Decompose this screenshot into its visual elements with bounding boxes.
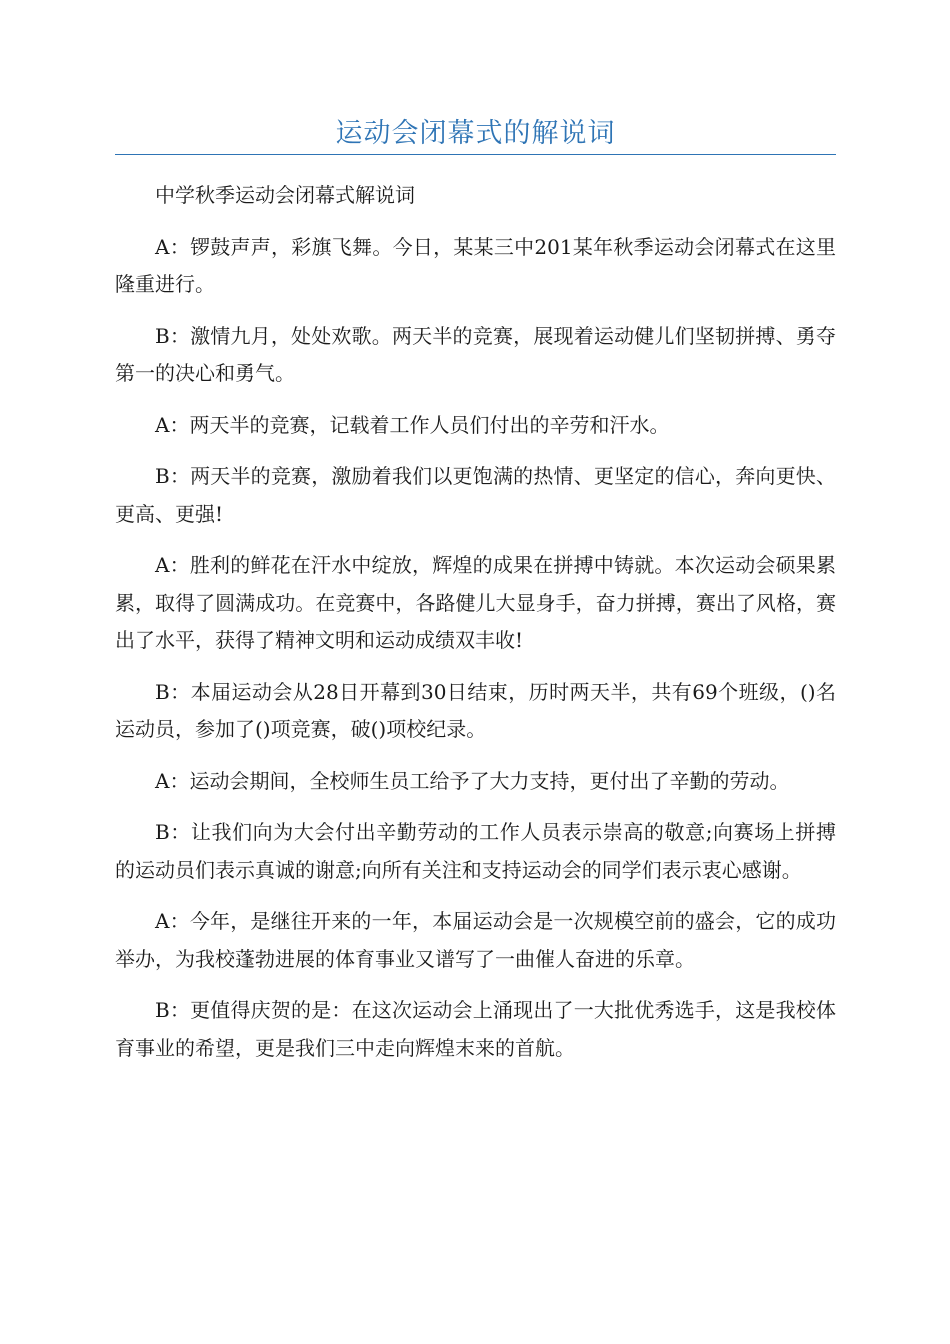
- paragraph: A：今年，是继往开来的一年，本届运动会是一次规模空前的盛会，它的成功举办，为我校蓬勃进展的体育事业又谱写了一曲催人奋进的乐章。: [115, 909, 836, 971]
- document-body: [115, 177, 836, 1067]
- paragraph: A：胜利的鲜花在汗水中绽放，辉煌的成果在拼搏中铸就。本次运动会硕果累累，取得了圆满成功。在竞赛中，各路健儿大显身手，奋力拼搏，赛出了风格，赛出了水平，获得了精神文明和运动成绩双丰收!: [115, 553, 836, 652]
- paragraph: B：本届运动会从28日开幕到30日结束，历时两天半，共有69个班级，()名运动员，参加了()项竞赛，破()项校纪录。: [115, 679, 836, 741]
- paragraph: B：更值得庆贺的是：在这次运动会上涌现出了一大批优秀选手，这是我校体育事业的希望，更是我们三中走向辉煌末来的首航。: [115, 998, 836, 1060]
- document-title: 运动会闭幕式的解说词: [335, 118, 616, 149]
- subtitle-paragraph: 中学秋季运动会闭幕式解说词: [155, 183, 415, 207]
- paragraph: B：让我们向为大会付出辛勤劳动的工作人员表示崇高的敬意;向赛场上拼搏的运动员们表示真诚的谢意;向所有关注和支持运动会的同学们表示衷心感谢。: [115, 820, 836, 882]
- paragraph: A：锣鼓声声，彩旗飞舞。今日，某某三中201某年秋季运动会闭幕式在这里隆重进行。: [115, 234, 836, 296]
- title-underline: [115, 154, 836, 155]
- paragraph: A：两天半的竞赛，记载着工作人员们付出的辛劳和汗水。: [155, 412, 670, 437]
- paragraph: B：两天半的竞赛，激励着我们以更饱满的热情、更坚定的信心，奔向更快、更高、更强!: [115, 464, 836, 526]
- paragraph: A：运动会期间，全校师生员工给予了大力支持，更付出了辛勤的劳动。: [155, 768, 790, 793]
- document-page: [115, 0, 836, 1344]
- paragraph: B：激情九月，处处欢歌。两天半的竞赛，展现着运动健儿们坚韧拼搏、勇夺第一的决心和勇气。: [115, 323, 836, 385]
